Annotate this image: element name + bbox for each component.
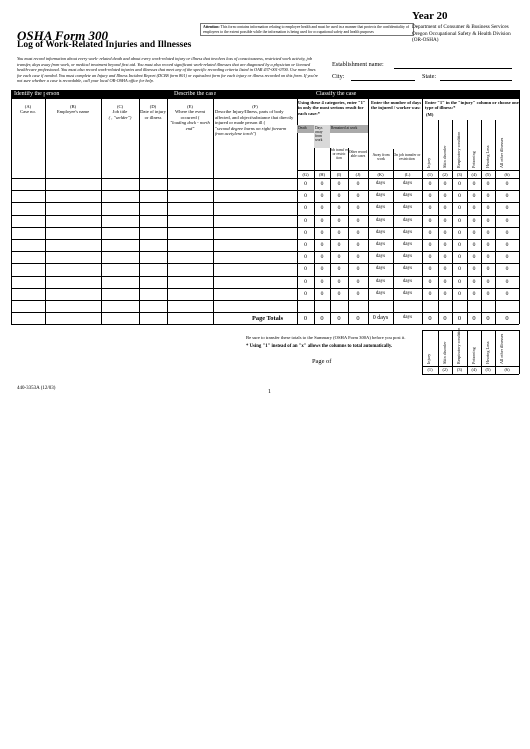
total-days-transfer: days bbox=[402, 315, 413, 320]
table-top-border bbox=[11, 90, 519, 91]
row-illness-value[interactable]: 0 bbox=[486, 242, 490, 248]
row-border bbox=[11, 202, 519, 203]
col-d-letter: (D) bbox=[149, 104, 157, 109]
remained-header: Remained at work bbox=[330, 125, 368, 133]
row-days-transfer[interactable]: days bbox=[402, 242, 413, 247]
illness-type-header: Skin disorder bbox=[442, 145, 447, 168]
total-class-value: 0 bbox=[356, 315, 360, 322]
row-class-value[interactable]: 0 bbox=[337, 217, 341, 224]
col-f-label: Describe Injury/Illness, parts of body affected, and object/substance that directly injured or made person ill ( bbox=[215, 109, 294, 126]
dept-line-2: Oregon Occupational Safety & Health Division (OR-OSHA) bbox=[412, 30, 511, 43]
establishment-field[interactable] bbox=[394, 68, 512, 69]
row-days-transfer[interactable]: days bbox=[402, 217, 413, 223]
row-illness-value[interactable]: 0 bbox=[472, 290, 476, 297]
row-illness-value[interactable]: 0 bbox=[505, 254, 509, 261]
row-illness-value[interactable]: 0 bbox=[458, 205, 461, 212]
row-border bbox=[11, 178, 519, 179]
row-illness-value[interactable]: 0 bbox=[458, 278, 461, 285]
row-illness-value[interactable]: 0 bbox=[428, 266, 432, 273]
letter-g-l: (K) bbox=[377, 172, 384, 177]
row-illness-value[interactable]: 0 bbox=[486, 229, 490, 236]
footer-illness-type: Hearing Loss bbox=[485, 341, 490, 364]
section-identify: Identify the person bbox=[11, 90, 162, 99]
total-illness-value: 0 bbox=[428, 315, 432, 322]
row-class-value[interactable]: 0 bbox=[356, 254, 360, 261]
row-days-transfer[interactable]: days bbox=[402, 229, 413, 235]
row-class-value[interactable]: 0 bbox=[304, 266, 307, 273]
footer-m-number: (5) bbox=[485, 367, 491, 372]
row-class-value[interactable]: 0 bbox=[337, 229, 341, 236]
row-class-value[interactable]: 0 bbox=[356, 242, 360, 248]
table-column-border bbox=[519, 90, 520, 324]
attention-text: This form contains information relating to employee health and must be used in a manner that protects the confidentiality of employees to the extent possible while the information is being used for occupational safety and health purposes bbox=[203, 25, 409, 34]
row-illness-value[interactable]: 0 bbox=[458, 181, 461, 187]
row-border bbox=[11, 312, 519, 313]
row-border bbox=[11, 300, 519, 301]
row-illness-value[interactable]: 0 bbox=[472, 254, 476, 261]
page-of: Page of bbox=[312, 358, 332, 365]
illness-type-header: Injury bbox=[426, 157, 431, 168]
row-illness-value[interactable]: 0 bbox=[458, 266, 461, 273]
row-days-away[interactable]: days bbox=[375, 181, 386, 186]
col-a-label: Case no. bbox=[20, 109, 36, 115]
col-e-letter: (E) bbox=[187, 104, 193, 109]
table-column-border bbox=[213, 90, 214, 324]
footer-illness-bottom-border bbox=[422, 374, 519, 375]
row-class-value[interactable]: 0 bbox=[337, 290, 341, 297]
row-illness-value[interactable]: 0 bbox=[428, 181, 432, 187]
row-illness-value[interactable]: 0 bbox=[458, 193, 461, 200]
row-illness-value[interactable]: 0 bbox=[428, 278, 432, 285]
footer-m-number: (1) bbox=[427, 367, 433, 372]
total-illness-value: 0 bbox=[486, 315, 490, 322]
row-illness-value[interactable]: 0 bbox=[486, 205, 490, 212]
row-illness-value[interactable]: 0 bbox=[428, 205, 432, 212]
footer-m-number: (4) bbox=[471, 367, 477, 372]
row-illness-value[interactable]: 0 bbox=[486, 217, 490, 224]
state-field[interactable] bbox=[440, 80, 512, 81]
row-class-value[interactable]: 0 bbox=[320, 290, 324, 297]
illness-type-header: Poisoning bbox=[471, 151, 476, 168]
letter-m-number: (1) bbox=[427, 172, 433, 177]
footer-illness-type: Poisoning bbox=[471, 347, 476, 364]
instructions: You must record information about every work- related death and about every work-related injury or illness that involves loss of consciousness, restricted work activity, job transfer, days away from work, or medical treatment beyond first aid. You must also record significant work-related illnesses that are diagnosed by a physician or licensed health-care professional. You must also record work-related injuries and illnesses that meet any of the specific recording criteria listed in OAR 437-001-0700. Use more lines for each case if needed. You must complete an Injury and Illness Incident Report (DCBS form 801) or equivalent form for each injury or illness recorded on this form. If you're not sure whether a case is recordable, call your local OR-OSHA office for help. bbox=[17, 56, 319, 84]
row-class-value[interactable]: 0 bbox=[337, 254, 341, 261]
letter-m-number: (2) bbox=[442, 172, 448, 177]
attention-notice bbox=[200, 23, 414, 36]
row-border bbox=[11, 251, 519, 252]
footer-illness-top-border bbox=[422, 330, 519, 331]
row-class-value[interactable]: 0 bbox=[320, 278, 324, 285]
row-days-away[interactable]: days bbox=[375, 205, 386, 211]
row-illness-value[interactable]: 0 bbox=[443, 242, 447, 248]
row-illness-value[interactable]: 0 bbox=[472, 229, 476, 236]
row-illness-value[interactable]: 0 bbox=[458, 229, 461, 236]
col-b-letter: (B) bbox=[69, 104, 77, 109]
row-days-away[interactable]: days bbox=[375, 278, 386, 284]
row-class-value[interactable]: 0 bbox=[337, 181, 341, 187]
col-f-example: "second degree burns on right forearm from acetylene torch") bbox=[215, 125, 287, 137]
establishment-label: Establishment name: bbox=[332, 61, 384, 68]
row-days-away[interactable]: days bbox=[375, 254, 386, 260]
col-c-header bbox=[101, 104, 139, 120]
row-class-value[interactable]: 0 bbox=[320, 205, 324, 212]
table-column-border bbox=[45, 90, 46, 324]
year-label: Year 20 bbox=[412, 10, 448, 22]
letter-m-number: (4) bbox=[471, 172, 477, 177]
col-e-header bbox=[167, 104, 213, 131]
form-subtitle: Log of Work-Related Injuries and Illnesses bbox=[17, 40, 192, 50]
row-class-value[interactable]: 0 bbox=[320, 229, 324, 236]
row-border bbox=[11, 227, 519, 228]
total-days-away: 0 days bbox=[372, 315, 389, 321]
letter-g-l: (I) bbox=[336, 172, 342, 177]
row-class-value[interactable]: 0 bbox=[304, 217, 307, 224]
row-days-away[interactable]: days bbox=[375, 242, 386, 247]
row-class-value[interactable]: 0 bbox=[337, 205, 341, 212]
row-illness-value[interactable]: 0 bbox=[428, 290, 432, 297]
row-border bbox=[11, 263, 519, 264]
row-class-value[interactable]: 0 bbox=[304, 242, 307, 248]
row-illness-value[interactable]: 0 bbox=[443, 254, 447, 261]
days-away-header: Days away from work bbox=[314, 125, 330, 148]
footer-m-number: (2) bbox=[442, 367, 448, 372]
row-days-away[interactable]: days bbox=[375, 266, 386, 272]
row-days-away[interactable]: days bbox=[375, 290, 386, 296]
footer-illness-type: Skin disorder bbox=[442, 341, 447, 364]
row-days-away[interactable]: days bbox=[375, 193, 386, 199]
row-class-value[interactable]: 0 bbox=[304, 205, 307, 212]
death-header: Death bbox=[297, 125, 314, 133]
col-a-header bbox=[11, 104, 45, 115]
total-illness-value: 0 bbox=[472, 315, 476, 322]
away-from-work-header: Away from work bbox=[372, 153, 390, 162]
row-illness-value[interactable]: 0 bbox=[472, 278, 476, 285]
col-a-letter: (A) bbox=[24, 104, 32, 109]
department bbox=[412, 24, 512, 44]
col-c-letter: (C) bbox=[116, 104, 124, 109]
classify-label: Using these 4 categories, enter "1" in only the most serious result for each case:* bbox=[298, 100, 366, 116]
row-illness-value[interactable]: 0 bbox=[486, 278, 490, 285]
row-illness-value[interactable]: 0 bbox=[505, 181, 509, 187]
row-class-value[interactable]: 0 bbox=[356, 278, 360, 285]
row-illness-value[interactable]: 0 bbox=[458, 254, 461, 261]
row-border bbox=[11, 190, 519, 191]
letter-g-l: (L) bbox=[404, 172, 411, 177]
city-label: City: bbox=[332, 73, 345, 80]
footer-note-1: Be sure to transfer these totals to the Summary (OSHA Form 300A) before you post it. bbox=[246, 335, 406, 340]
row-class-value[interactable]: 0 bbox=[356, 217, 360, 224]
row-illness-value[interactable]: 0 bbox=[505, 266, 509, 273]
row-days-away[interactable]: days bbox=[375, 217, 386, 223]
letter-m-number: (5) bbox=[485, 172, 491, 177]
illness-type-header: Hearing Loss bbox=[485, 145, 490, 168]
row-illness-value[interactable]: 0 bbox=[505, 193, 509, 200]
row-illness-value[interactable]: 0 bbox=[428, 229, 432, 236]
col-e-label: Where the event occurred ( bbox=[174, 109, 206, 120]
row-class-value[interactable]: 0 bbox=[337, 242, 341, 248]
row-illness-value[interactable]: 0 bbox=[505, 205, 509, 212]
row-border bbox=[11, 288, 519, 289]
table-column-border bbox=[11, 90, 12, 324]
letter-m-number: (6) bbox=[504, 172, 510, 177]
row-days-transfer[interactable]: days bbox=[402, 193, 413, 199]
row-illness-value[interactable]: 0 bbox=[505, 217, 509, 224]
total-illness-value: 0 bbox=[457, 315, 462, 322]
row-illness-value[interactable]: 0 bbox=[505, 242, 509, 248]
row-illness-value[interactable]: 0 bbox=[428, 254, 432, 261]
col-d-label: Date of injury or illness bbox=[140, 109, 166, 120]
row-illness-value[interactable]: 0 bbox=[472, 217, 476, 224]
col-b-header bbox=[45, 104, 101, 115]
row-border bbox=[11, 276, 519, 277]
row-illness-value[interactable]: 0 bbox=[486, 254, 490, 261]
row-class-value[interactable]: 0 bbox=[356, 229, 360, 236]
row-illness-value[interactable]: 0 bbox=[443, 278, 447, 285]
table-column-border bbox=[101, 90, 102, 324]
row-illness-value[interactable]: 0 bbox=[443, 290, 447, 297]
letter-m-number: (3) bbox=[456, 172, 463, 177]
days-label: Enter the number of days the injured / worker was: bbox=[371, 100, 422, 111]
row-class-value[interactable]: 0 bbox=[320, 266, 324, 273]
row-illness-value[interactable]: 0 bbox=[458, 290, 461, 297]
row-illness-value[interactable]: 0 bbox=[428, 217, 432, 224]
row-illness-value[interactable]: 0 bbox=[472, 242, 476, 248]
row-illness-value[interactable]: 0 bbox=[486, 193, 490, 200]
row-illness-value[interactable]: 0 bbox=[472, 205, 476, 212]
row-illness-value[interactable]: 0 bbox=[486, 181, 490, 187]
row-class-value[interactable]: 0 bbox=[304, 290, 307, 297]
col-e-example: "loading dock - north end" bbox=[170, 120, 210, 131]
row-border bbox=[11, 215, 519, 216]
row-class-value[interactable]: 0 bbox=[304, 278, 307, 285]
row-illness-value[interactable]: 0 bbox=[472, 181, 476, 187]
form-number: 440-3353A (12/03) bbox=[17, 386, 56, 391]
row-illness-value[interactable]: 0 bbox=[505, 290, 509, 297]
illness-type-header: Respiratory condition bbox=[456, 131, 461, 168]
section-describe: Describe the case bbox=[162, 90, 296, 99]
letter-g-l: (J) bbox=[355, 172, 361, 177]
row-illness-value[interactable]: 0 bbox=[486, 290, 490, 297]
total-illness-value: 0 bbox=[443, 315, 447, 322]
m-letter: (M) bbox=[426, 112, 434, 117]
footer-note-2: * Using "1" instead of an "x" allows the columns to total automatically. bbox=[246, 344, 393, 349]
injury-label: Enter "1" in the "injury" column or choose one type of illness:* bbox=[425, 100, 519, 111]
row-class-value[interactable]: 0 bbox=[320, 217, 324, 224]
letters-row-top-border bbox=[297, 170, 519, 171]
other-recordable-header: Other record able cases bbox=[348, 150, 368, 159]
row-illness-value[interactable]: 0 bbox=[443, 205, 447, 212]
row-illness-value[interactable]: 0 bbox=[443, 193, 447, 200]
col-d-header bbox=[139, 104, 167, 120]
row-class-value[interactable]: 0 bbox=[337, 266, 341, 273]
col-c-label: Job title bbox=[112, 109, 128, 115]
total-illness-value: 0 bbox=[505, 315, 509, 322]
row-days-away[interactable]: days bbox=[375, 229, 386, 235]
attention-label: Attention: bbox=[203, 25, 220, 29]
total-class-value: 0 bbox=[337, 315, 341, 322]
dept-line-1: Department of Consumer & Business Services bbox=[412, 24, 509, 30]
row-class-value[interactable]: 0 bbox=[320, 181, 324, 187]
row-days-transfer[interactable]: days bbox=[402, 205, 413, 211]
row-illness-value[interactable]: 0 bbox=[458, 217, 461, 224]
col-b-label: Employee's name bbox=[56, 109, 90, 115]
total-class-value: 0 bbox=[303, 315, 308, 322]
row-illness-value[interactable]: 0 bbox=[443, 229, 447, 236]
row-illness-value[interactable]: 0 bbox=[443, 266, 447, 273]
row-class-value[interactable]: 0 bbox=[304, 254, 307, 261]
footer-m-number: (6) bbox=[504, 367, 510, 372]
table-column-border bbox=[139, 90, 140, 324]
row-illness-value[interactable]: 0 bbox=[505, 278, 509, 285]
total-class-value: 0 bbox=[320, 315, 324, 322]
row-class-value[interactable]: 0 bbox=[304, 181, 307, 187]
row-class-value[interactable]: 0 bbox=[356, 205, 360, 212]
row-days-transfer[interactable]: days bbox=[402, 254, 413, 260]
form-title: OSHA Form 300 bbox=[17, 28, 109, 43]
on-job-transfer-header: On job transfer or restriction bbox=[393, 153, 421, 162]
page-number: 1 bbox=[268, 389, 271, 395]
row-illness-value[interactable]: 0 bbox=[428, 193, 432, 200]
row-days-transfer[interactable]: days bbox=[402, 181, 413, 186]
row-illness-value[interactable]: 0 bbox=[472, 266, 476, 273]
footer-m-number: (3) bbox=[456, 367, 463, 372]
row-class-value[interactable]: 0 bbox=[337, 278, 341, 285]
col-f-header bbox=[215, 104, 295, 136]
row-days-transfer[interactable]: days bbox=[402, 290, 413, 296]
row-class-value[interactable]: 0 bbox=[304, 193, 307, 200]
footer-illness-column-border bbox=[519, 330, 520, 374]
city-field[interactable] bbox=[351, 80, 415, 81]
row-class-value[interactable]: 0 bbox=[337, 193, 341, 200]
col-f-letter: (F) bbox=[252, 104, 258, 109]
illness-type-header: All other illnesses bbox=[499, 137, 504, 168]
table-bottom-border bbox=[11, 324, 519, 325]
row-illness-value[interactable]: 0 bbox=[443, 217, 447, 224]
state-label: State: bbox=[422, 73, 437, 80]
row-illness-value[interactable]: 0 bbox=[505, 229, 509, 236]
letter-g-l: (H) bbox=[318, 172, 326, 177]
row-illness-value[interactable]: 0 bbox=[486, 266, 490, 273]
row-class-value[interactable]: 0 bbox=[320, 254, 324, 261]
row-border bbox=[11, 239, 519, 240]
row-class-value[interactable]: 0 bbox=[304, 229, 307, 236]
row-days-transfer[interactable]: days bbox=[402, 266, 413, 272]
row-class-value[interactable]: 0 bbox=[320, 193, 324, 200]
row-illness-value[interactable]: 0 bbox=[443, 181, 447, 187]
letter-g-l: (G) bbox=[302, 172, 309, 177]
job-transfer-header: Job transf er or restric tion bbox=[330, 148, 348, 161]
section-classify: Classify the case bbox=[296, 90, 519, 99]
row-illness-value[interactable]: 0 bbox=[472, 193, 476, 200]
row-class-value[interactable]: 0 bbox=[356, 290, 360, 297]
row-class-value[interactable]: 0 bbox=[356, 193, 360, 200]
page-totals-label: Page Totals bbox=[252, 315, 284, 322]
row-days-transfer[interactable]: days bbox=[402, 278, 413, 284]
footer-illness-type: Injury bbox=[426, 353, 431, 364]
row-class-value[interactable]: 0 bbox=[356, 266, 360, 273]
row-illness-value[interactable]: 0 bbox=[458, 242, 461, 248]
footer-illness-type: All other illnesses bbox=[499, 333, 504, 364]
row-illness-value[interactable]: 0 bbox=[428, 242, 432, 248]
col-c-example: ( , "welder") bbox=[108, 114, 132, 120]
footer-illness-type: Respiratory condition bbox=[456, 327, 461, 364]
row-class-value[interactable]: 0 bbox=[320, 242, 324, 248]
row-class-value[interactable]: 0 bbox=[356, 181, 360, 187]
